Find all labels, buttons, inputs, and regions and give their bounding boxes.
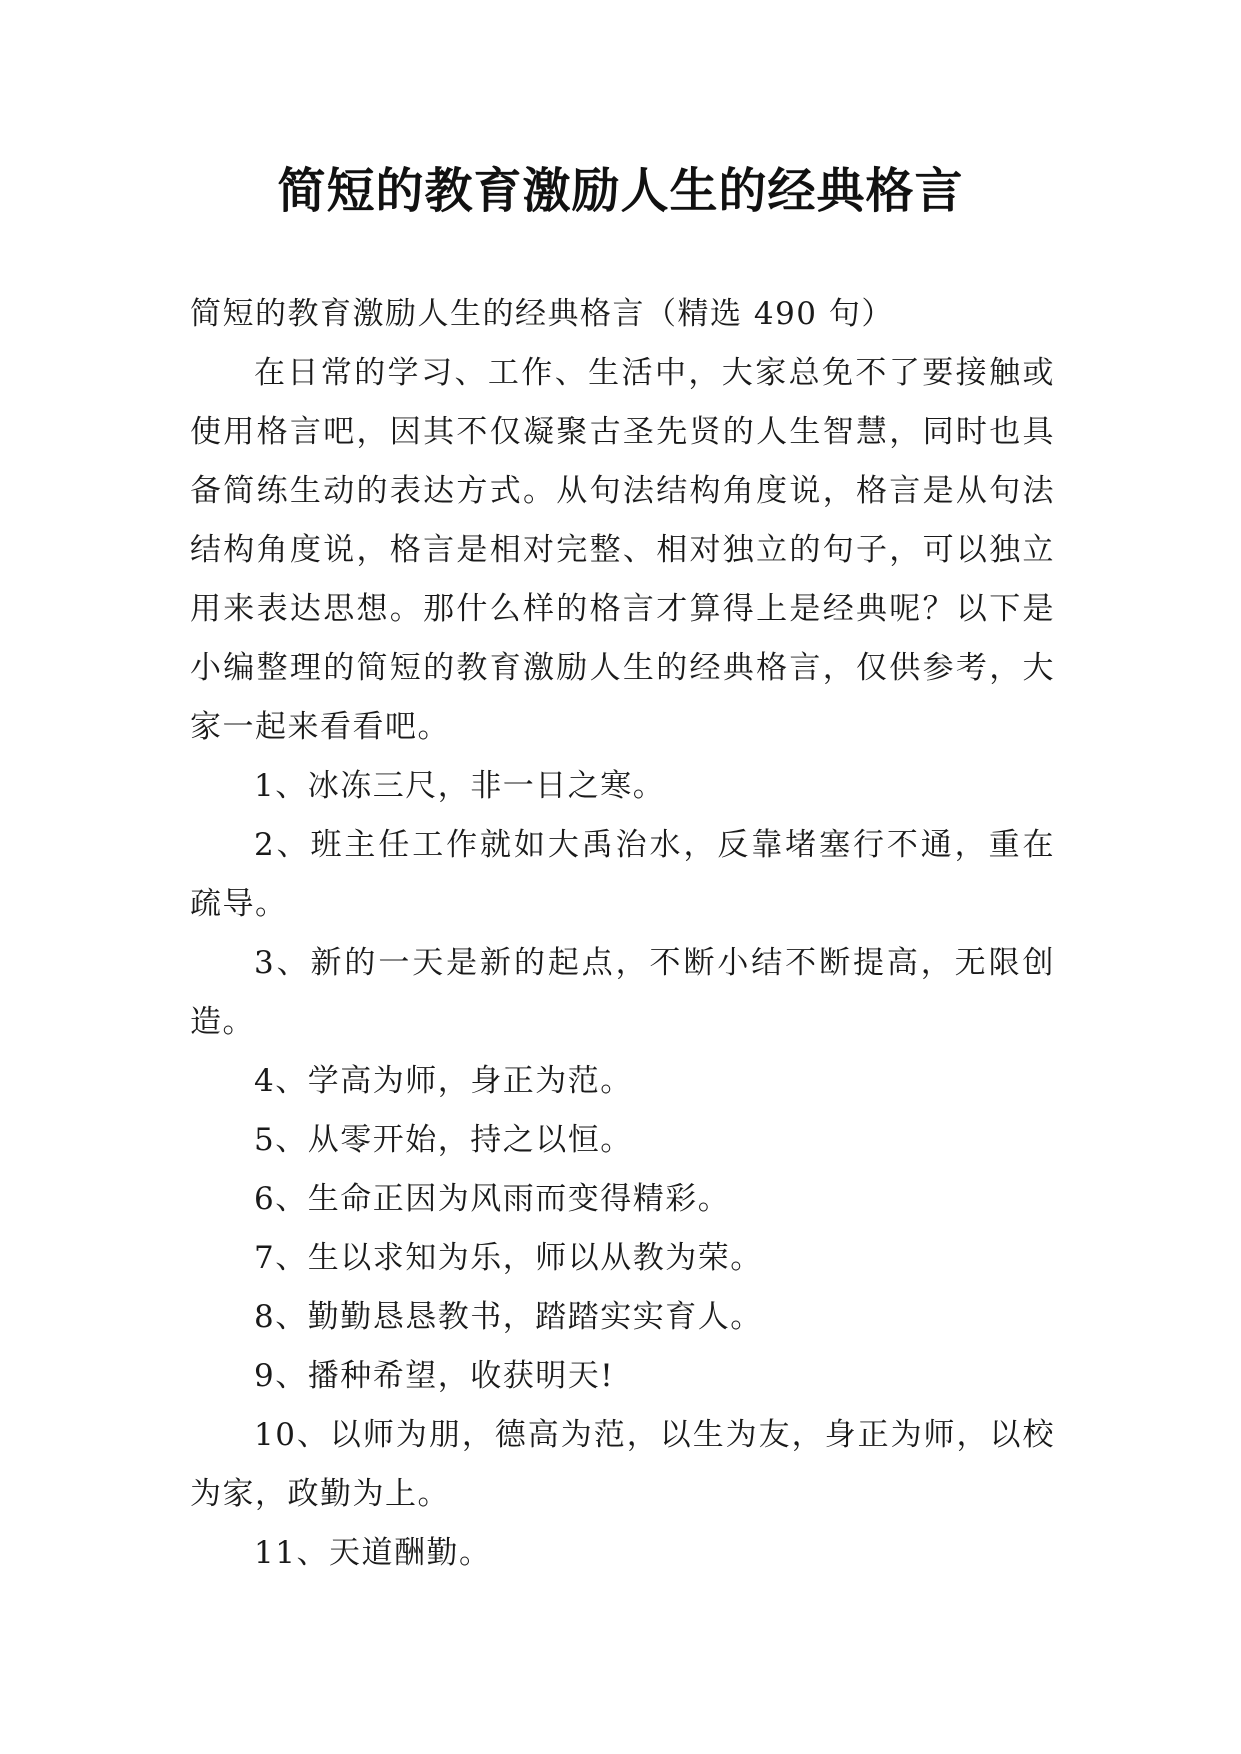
list-item: 9、播种希望，收获明天!: [254, 1358, 615, 1394]
list-item: 11、天道酬勤。: [254, 1535, 492, 1571]
list-item: 3、新的一天是新的起点，不断小结不断提高，无限创造。: [190, 945, 1055, 1040]
list-item: 2、班主任工作就如大禹治水，反靠堵塞行不通，重在疏导。: [190, 827, 1055, 922]
list-item: 6、生命正因为风雨而变得精彩。: [254, 1181, 731, 1217]
intro-paragraph: 在日常的学习、工作、生活中，大家总免不了要接触或使用格言吧，因其不仅凝聚古圣先贤的人生智慧，同时也具备简练生动的表达方式。从句法结构角度说，格言是从句法结构角度说，格言是相对完整、相对独立的句子，可以独立用来表达思想。那什么样的格言才算得上是经典呢？以下是小编整理的简短的教育激励人生的经典格言，仅供参考，大家一起来看看吧。: [190, 355, 1055, 745]
list-item: 4、学高为师，身正为范。: [254, 1063, 633, 1099]
list-item: 7、生以求知为乐，师以从教为荣。: [254, 1240, 763, 1276]
document-title: 简短的教育激励人生的经典格言: [277, 163, 964, 219]
document-body: [190, 285, 1055, 1583]
document-subtitle: 简短的教育激励人生的经典格言（精选 490 句）: [190, 296, 894, 332]
list-item: 5、从零开始，持之以恒。: [254, 1122, 633, 1158]
list-item: 8、勤勤恳恳教书，踏踏实实育人。: [254, 1299, 763, 1335]
list-item: 1、冰冻三尺，非一日之寒。: [254, 768, 666, 804]
list-item: 10、以师为朋，德高为范，以生为友，身正为师，以校为家，政勤为上。: [190, 1417, 1055, 1512]
